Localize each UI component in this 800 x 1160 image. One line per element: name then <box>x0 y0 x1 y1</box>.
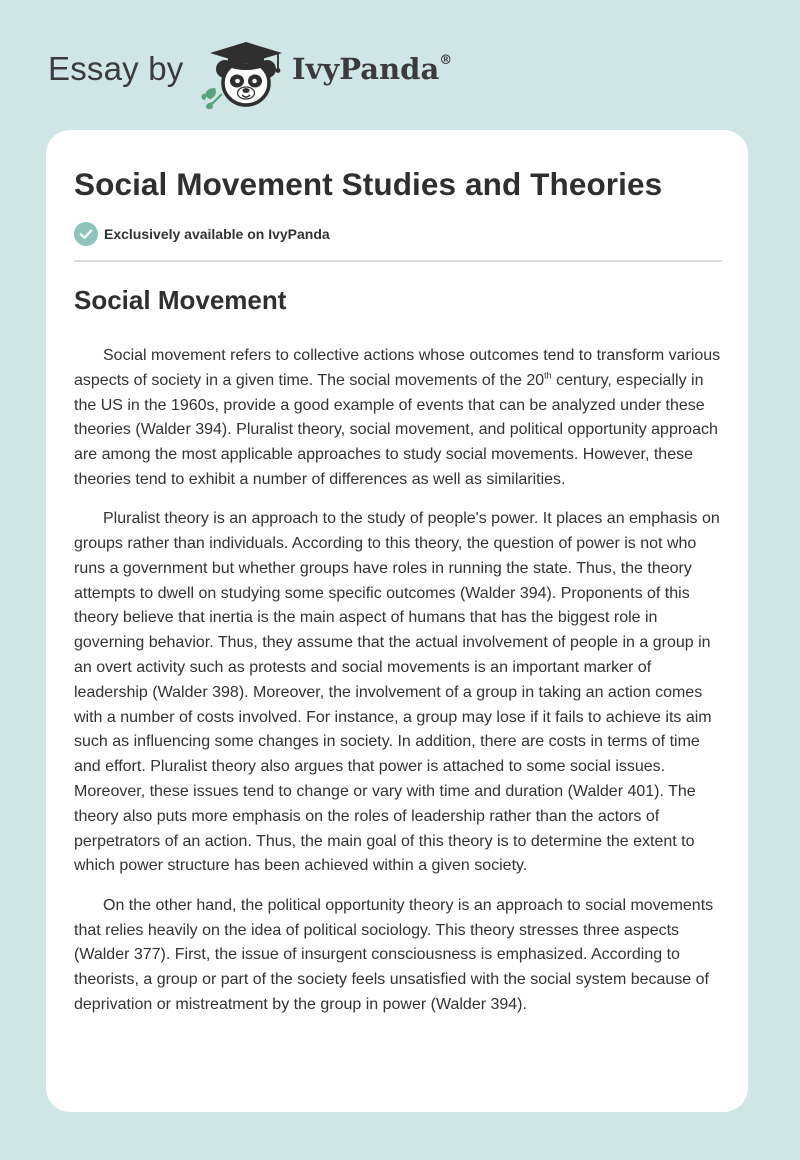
article-body <box>74 344 724 1032</box>
registered-mark: ® <box>439 53 453 69</box>
essay-title: Social Movement Studies and Theories <box>74 166 663 202</box>
section-heading: Social Movement <box>74 285 287 315</box>
paragraph-1: Social movement refers to collective actions whose outcomes tend to transform various aspects of society in a given time. The social movements of the 20th century, especially in the US in the 1960s, provide a good example of events that can be analyzed under these theories (Walder 394). Pluralist theory, social movement, and political opportunity approach are among the most applicable approaches to study social movements. However, these theories tend to exhibit a number of differences as well as similarities. <box>74 347 721 488</box>
site-header <box>48 36 468 110</box>
panda-logo-icon <box>200 36 292 110</box>
brand-name: IvyPanda® <box>292 52 453 86</box>
ordinal-suffix: th <box>544 370 552 381</box>
exclusive-badge <box>74 222 330 246</box>
brand-prefix: Essay by <box>48 50 184 87</box>
paragraph-2: Pluralist theory is an approach to the study of people's power. It places an emphasis on groups rather than individuals. According to this theory, the question of power is not who runs a government but whether groups have roles in running the state. Thus, the theory attempts to dwell on studying some specific outcomes (Walder 394). Proponents of this theory believe that inertia is the main aspect of humans that has the biggest role in governing behavior. Thus, they assume that the actual involvement of people in a group in an overt activity such as protests and social movements is an important marker of leadership (Walder 398). Moreover, the involvement of a group in taking an action comes with a number of costs involved. For instance, a group may lose if it fails to achieve its aim such as influencing some changes in society. In addition, there are costs in terms of time and effort. Pluralist theory also argues that power is attached to some social issues. Moreover, these issues tend to change or vary with time and duration (Walder 401). The theory also puts more emphasis on the roles of leadership rather than the actors of perpetrators of an action. Thus, the main goal of this theory is to determine the extent to which power structure has been achieved within a given society. <box>74 510 720 875</box>
check-circle-icon <box>74 222 98 246</box>
essay-card <box>46 130 748 1112</box>
divider <box>74 260 722 262</box>
badge-text: Exclusively available on IvyPanda <box>104 226 330 242</box>
paragraph-3: On the other hand, the political opportunity theory is an approach to social movements that relies heavily on the idea of political sociology. This theory stresses three aspects (Walder 377). First, the issue of insurgent consciousness is emphasized. According to theorists, a group or part of the society feels unsatisfied with the social system because of deprivation or mistreatment by the group in power (Walder 394). <box>74 896 714 1013</box>
